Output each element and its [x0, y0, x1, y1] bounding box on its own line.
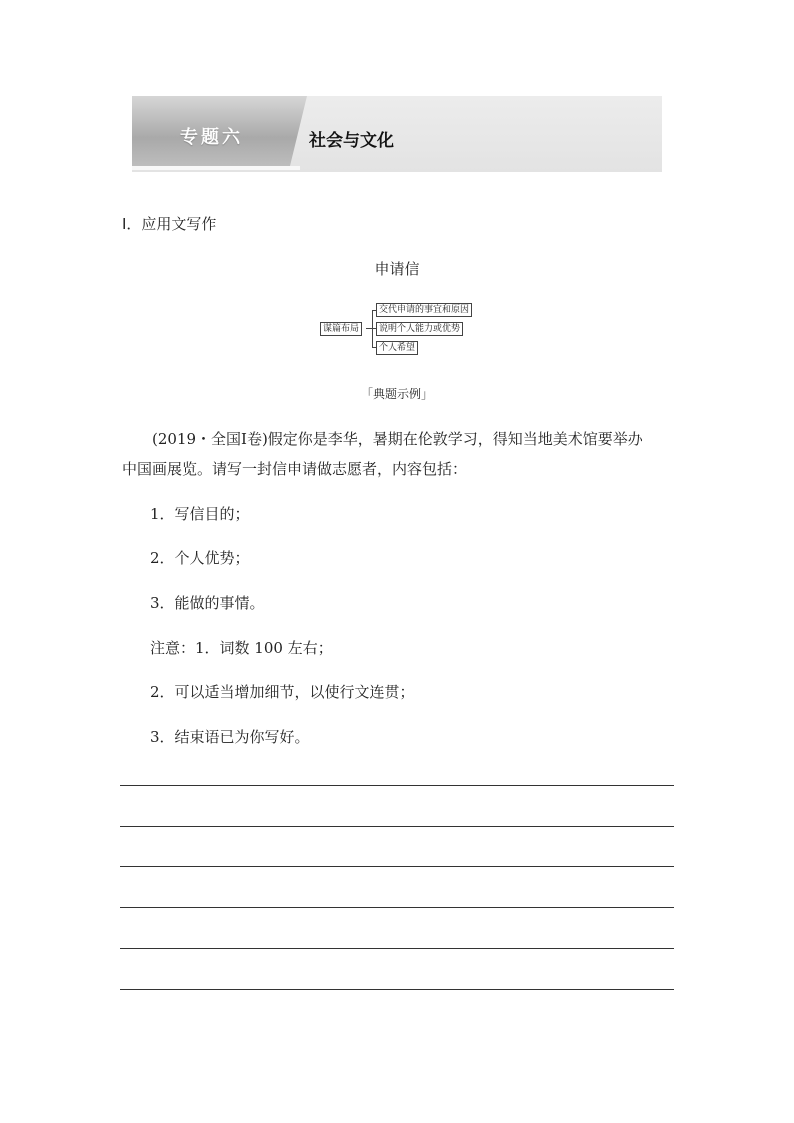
content-item: 3．能做的事情。: [150, 594, 265, 612]
answer-line: [120, 989, 674, 990]
prompt-intro-line: (2019・全国Ⅰ卷)假定你是李华，暑期在伦敦学习，得知当地美术馆要举办: [152, 430, 643, 448]
answer-line: [120, 907, 674, 908]
answer-line: [120, 826, 674, 827]
note-item: 3．结束语已为你写好。: [150, 728, 310, 746]
diagram-branch: 说明个人能力或优势: [376, 322, 463, 336]
topic-number: 专题六: [180, 127, 243, 148]
note-item: 2．可以适当增加细节，以使行文连贯；: [150, 683, 415, 701]
topic-title: 社会与文化: [309, 131, 394, 151]
section-heading: Ⅰ．应用文写作: [122, 215, 217, 233]
letter-title: 申请信: [374, 260, 420, 278]
content-item: 1．写信目的；: [150, 505, 250, 523]
example-label: 「典题示例」: [360, 387, 433, 401]
structure-diagram: [320, 301, 480, 359]
diagram-branch: 交代申请的事宜和原因: [376, 303, 472, 317]
diagram-root: 谋篇布局: [320, 322, 362, 336]
prompt-intro-line: 中国画展览。请写一封信申请做志愿者，内容包括：: [122, 460, 468, 478]
answer-line: [120, 948, 674, 949]
topic-tab-edge: [132, 166, 300, 170]
diagram-branch: 个人希望: [376, 341, 418, 355]
answer-line: [120, 866, 674, 867]
note-item: 注意：1．词数 100 左右；: [150, 639, 333, 657]
answer-line: [120, 785, 674, 786]
topic-banner: [132, 96, 662, 172]
diagram-bracket: [372, 310, 373, 348]
content-item: 2．个人优势；: [150, 549, 250, 567]
